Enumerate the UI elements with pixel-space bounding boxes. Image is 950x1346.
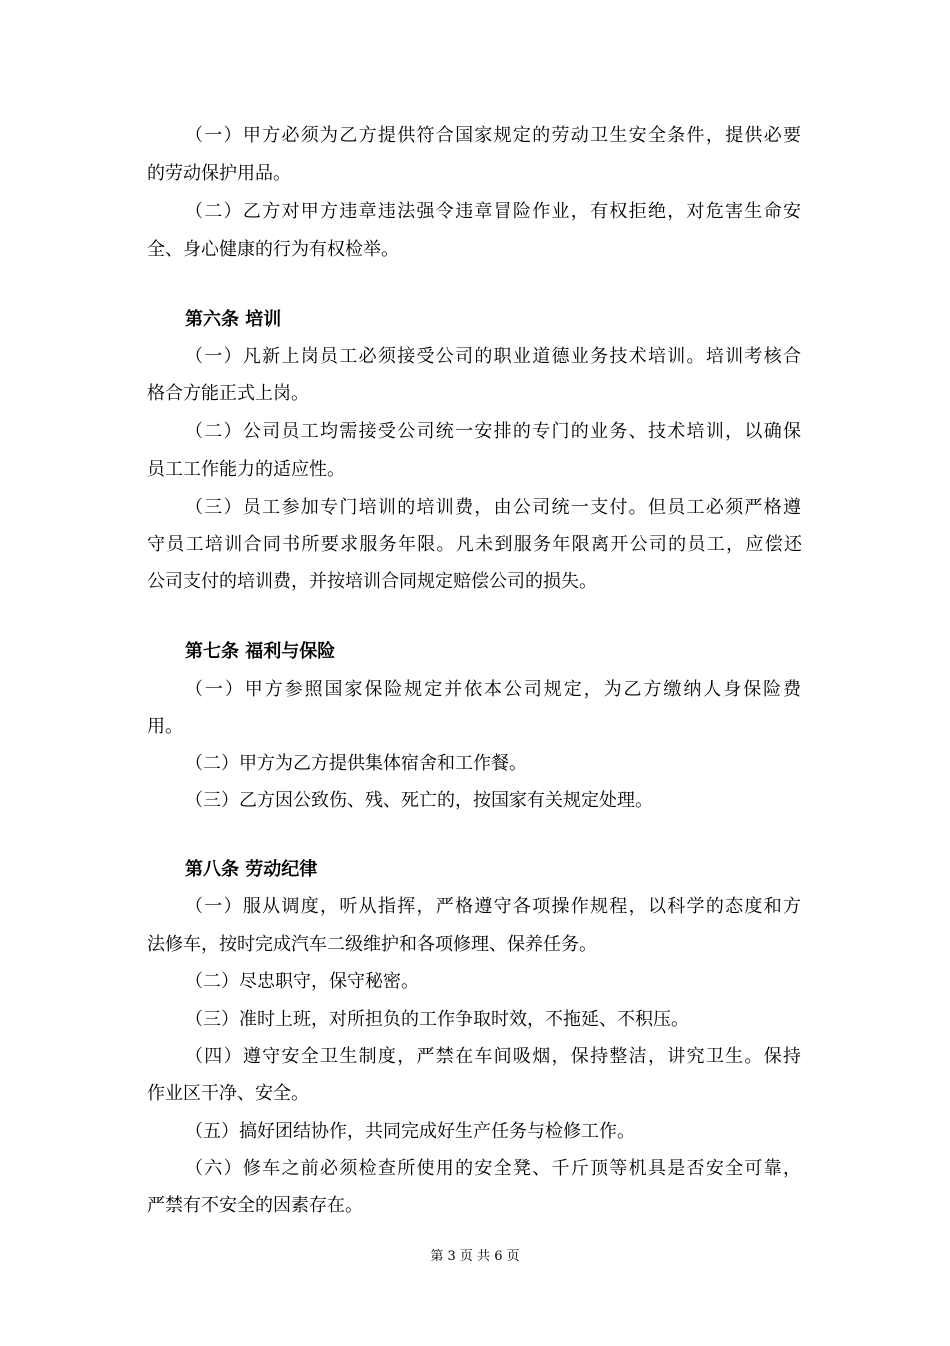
paragraph-line: （二）公司员工均需接受公司统一安排的专门的业务、技术培训，以确保 bbox=[185, 421, 801, 442]
paragraph-line: 员工工作能力的适应性。 bbox=[147, 459, 345, 480]
section-heading-training: 第六条 培训 bbox=[185, 309, 282, 330]
paragraph-line: （一）凡新上岗员工必须接受公司的职业道德业务技术培训。培训考核合 bbox=[185, 346, 801, 367]
paragraph-line: （二）尽忠职守，保守秘密。 bbox=[185, 971, 419, 992]
paragraph-line: （三）乙方因公致伤、残、死亡的，按国家有关规定处理。 bbox=[185, 790, 653, 811]
paragraph-line: 的劳动保护用品。 bbox=[147, 163, 291, 184]
paragraph-line: 作业区干净、安全。 bbox=[147, 1083, 309, 1104]
paragraph-line: （五）搞好团结协作，共同完成好生产任务与检修工作。 bbox=[185, 1121, 635, 1142]
section-heading-welfare: 第七条 福利与保险 bbox=[185, 641, 336, 662]
paragraph-line: （一）甲方参照国家保险规定并依本公司规定，为乙方缴纳人身保险费 bbox=[185, 679, 801, 700]
paragraph-line: 格合方能正式上岗。 bbox=[147, 383, 309, 404]
paragraph-line: 严禁有不安全的因素存在。 bbox=[147, 1195, 363, 1216]
paragraph-line: 全、身心健康的行为有权检举。 bbox=[147, 239, 399, 260]
paragraph-line: （四）遵守安全卫生制度，严禁在车间吸烟，保持整洁，讲究卫生。保持 bbox=[185, 1046, 801, 1067]
paragraph-line: （一）甲方必须为乙方提供符合国家规定的劳动卫生安全条件，提供必要 bbox=[185, 125, 801, 146]
paragraph-line: （三）员工参加专门培训的培训费，由公司统一支付。但员工必须严格遵 bbox=[185, 497, 801, 518]
paragraph-line: （一）服从调度，听从指挥，严格遵守各项操作规程，以科学的态度和方 bbox=[185, 896, 801, 917]
paragraph-line: （二）乙方对甲方违章违法强令违章冒险作业，有权拒绝，对危害生命安 bbox=[185, 201, 801, 222]
page-number-footer: 第 3 页 共 6 页 bbox=[430, 1249, 520, 1264]
paragraph-line: （六）修车之前必须检查所使用的安全凳、千斤顶等机具是否安全可靠， bbox=[185, 1158, 801, 1179]
paragraph-line: 公司支付的培训费，并按培训合同规定赔偿公司的损失。 bbox=[147, 571, 597, 592]
paragraph-line: （二）甲方为乙方提供集体宿舍和工作餐。 bbox=[185, 753, 527, 774]
section-heading-discipline: 第八条 劳动纪律 bbox=[185, 859, 318, 880]
paragraph-line: 用。 bbox=[147, 716, 183, 737]
paragraph-line: 守员工培训合同书所要求服务年限。凡未到服务年限离开公司的员工，应偿还 bbox=[147, 534, 802, 555]
paragraph-line: （三）准时上班，对所担负的工作争取时效，不拖延、不积压。 bbox=[185, 1009, 689, 1030]
paragraph-line: 法修车，按时完成汽车二级维护和各项修理、保养任务。 bbox=[147, 934, 597, 955]
